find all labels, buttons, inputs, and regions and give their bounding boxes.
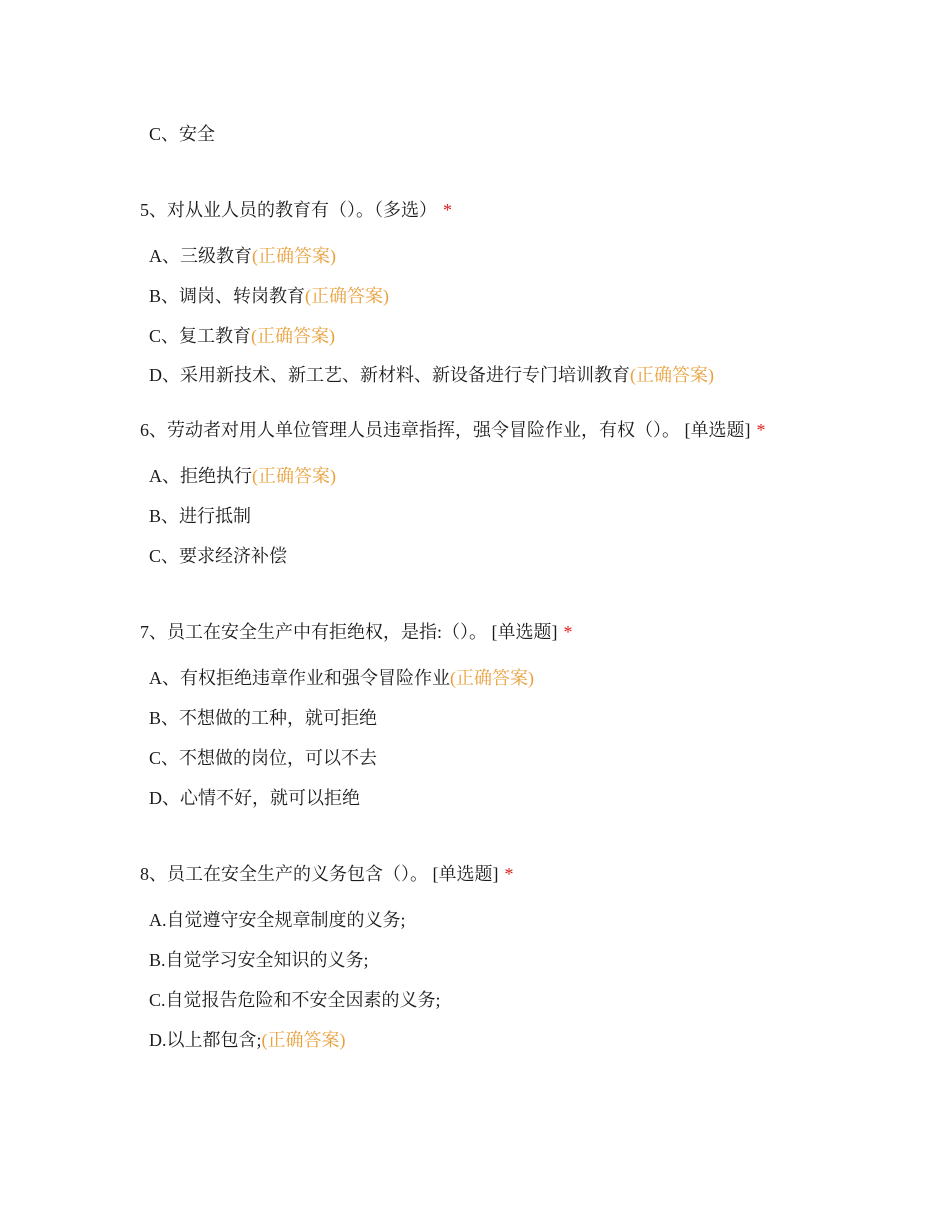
- correct-answer-label: (正确答案): [450, 668, 534, 688]
- option-text: C、安全: [149, 124, 216, 144]
- correct-answer-label: (正确答案): [251, 326, 336, 346]
- required-asterisk: *: [756, 420, 766, 440]
- q6-option-b: [149, 504, 251, 528]
- option-text: C、不想做的岗位，可以不去: [149, 748, 378, 768]
- correct-answer-label: (正确答案): [261, 1030, 346, 1050]
- required-asterisk: *: [563, 622, 573, 642]
- option-text: D、采用新技术、新工艺、新材料、新设备进行专门培训教育: [149, 365, 630, 385]
- option-text: C、复工教育: [149, 326, 252, 346]
- q7-option-d: [149, 786, 360, 810]
- q5-option-a: [149, 244, 336, 268]
- q7-title: [140, 620, 573, 644]
- q8-option-b: [149, 948, 369, 972]
- option-text: B.自觉学习安全知识的义务;: [149, 950, 369, 970]
- correct-answer-label: (正确答案): [305, 286, 390, 306]
- q5-option-d: [149, 363, 714, 387]
- option-text: A.自觉遵守安全规章制度的义务;: [149, 910, 406, 930]
- option-text: C、要求经济补偿: [149, 546, 288, 566]
- correct-answer-label: (正确答案): [252, 246, 336, 266]
- q5-option-b: [149, 284, 389, 308]
- question-text: 8、员工在安全生产的义务包含（）。 [单选题]: [140, 864, 499, 884]
- required-asterisk: *: [443, 200, 452, 220]
- option-text: B、调岗、转岗教育: [149, 286, 306, 306]
- question-text: 7、员工在安全生产中有拒绝权，是指:（）。 [单选题]: [140, 622, 558, 642]
- option-text: D、心情不好，就可以拒绝: [149, 788, 360, 808]
- required-asterisk: *: [504, 864, 514, 884]
- q6-title: [140, 418, 766, 442]
- q6-option-c: [149, 544, 287, 568]
- q8-option-d: [149, 1028, 346, 1052]
- option-text: D.以上都包含;: [149, 1030, 262, 1050]
- correct-answer-label: (正确答案): [252, 466, 336, 486]
- q5-title: [140, 198, 452, 222]
- question-text: 5、对从业人员的教育有（）。（多选）: [140, 200, 437, 220]
- option-text: B、不想做的工种，就可拒绝: [149, 708, 378, 728]
- q7-option-c: [149, 746, 377, 770]
- q6-option-a: [149, 464, 336, 488]
- correct-answer-label: (正确答案): [630, 365, 714, 385]
- option-text: B、进行抵制: [149, 506, 252, 526]
- q7-option-a: [149, 666, 534, 690]
- option-text: A、三级教育: [149, 246, 252, 266]
- q8-option-c: [149, 988, 441, 1012]
- q8-title: [140, 862, 514, 886]
- option-text: A、有权拒绝违章作业和强令冒险作业: [149, 668, 450, 688]
- q8-option-a: [149, 908, 406, 932]
- option-text: C.自觉报告危险和不安全因素的义务;: [149, 990, 441, 1010]
- q5-option-c: [149, 324, 335, 348]
- q4-option-c: [149, 122, 215, 146]
- question-text: 6、劳动者对用人单位管理人员违章指挥，强令冒险作业，有权（）。 [单选题]: [140, 420, 751, 440]
- q7-option-b: [149, 706, 377, 730]
- option-text: A、拒绝执行: [149, 466, 252, 486]
